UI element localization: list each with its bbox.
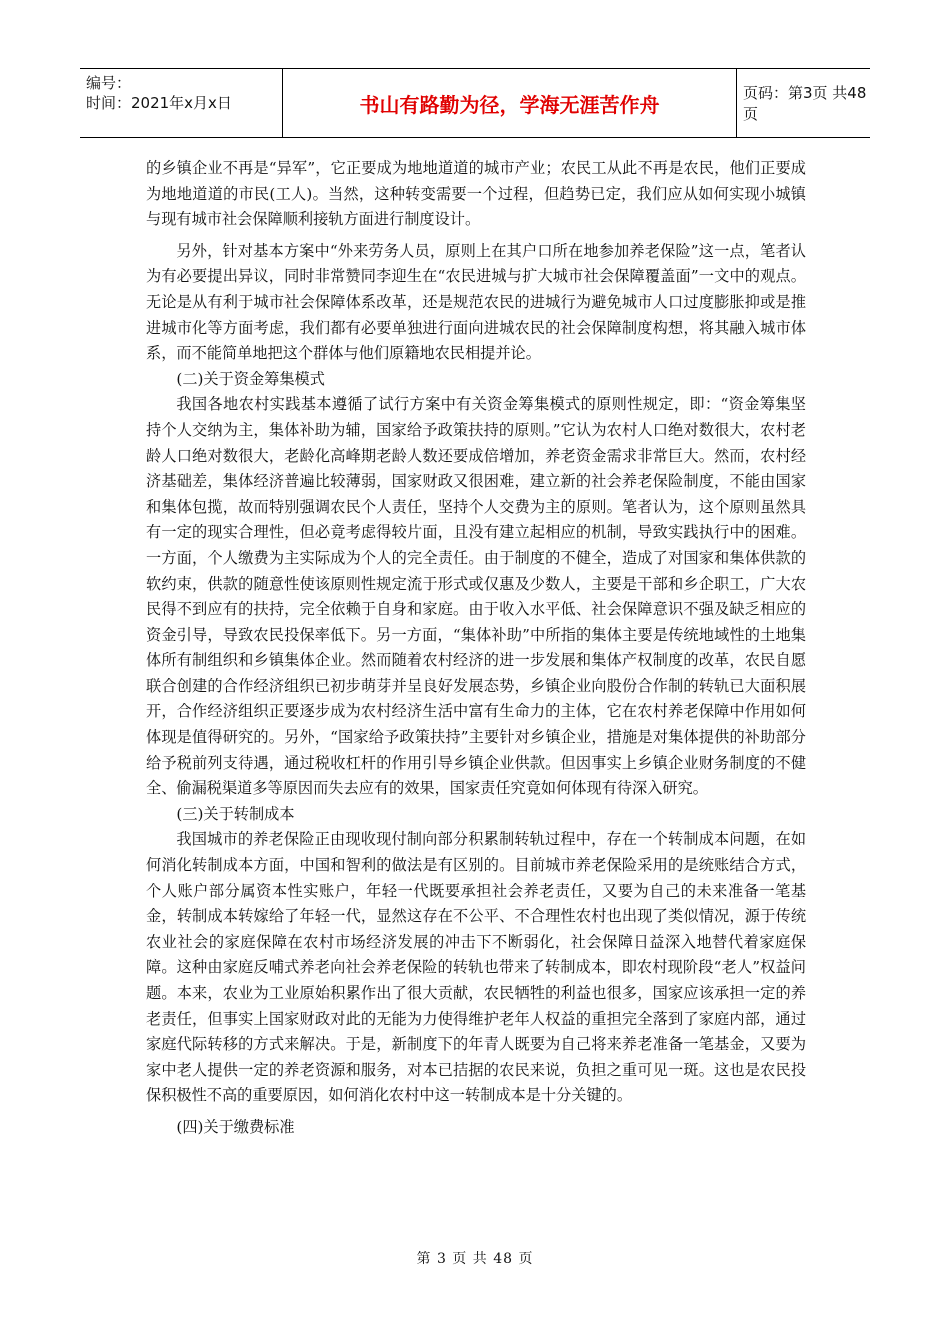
section-heading: (二)关于资金筹集模式 [176, 369, 325, 388]
paragraph: 另外，针对基本方案中“外来劳务人员，原则上在其户口所在地参加养老保险”这一点，笔者认为有必要提出异议，同时非常赞同李迎生在“农民进城与扩大城市社会保障覆盖面”一文中的观点。无论是从有利于城市社会保障体系改革，还是规范农民的进城行为避免城市人口过度膨胀抑或是推进城市化等方面考虑，我们都有必要单独进行面向进城农民的社会保障制度构想，将其融入城市体系，而不能简单地把这个群体与他们原籍地农民相提并论。 [146, 241, 806, 363]
section-heading: (四)关于缴费标准 [176, 1117, 295, 1136]
header-page-info: 页码：第3页 共48页 [743, 84, 867, 123]
header-motto: 书山有路勤为径，学海无涯苦作舟 [282, 69, 737, 137]
header-meta [80, 69, 282, 137]
document-body [146, 156, 806, 1141]
page-header [80, 68, 870, 138]
paragraph: 我国城市的养老保险正由现收现付制向部分积累制转轨过程中，存在一个转制成本问题，在如何消化转制成本方面，中国和智利的做法是有区别的。目前城市养老保险采用的是统账结合方式，个人账户部分属资本性实账户，年轻一代既要承担社会养老责任，又要为自己的未来准备一笔基金，转制成本转嫁给了年轻一代，显然这存在不公平、不合理性农村也出现了类似情况，源于传统农业社会的家庭保障在农村市场经济发展的冲击下不断弱化，社会保障日益深入地替代着家庭保障。这种由家庭反哺式养老向社会养老保险的转轨也带来了转制成本，即农村现阶段“老人”权益问题。本来，农业为工业原始积累作出了很大贡献，农民牺牲的利益也很多，国家应该承担一定的养老责任，但事实上国家财政对此的无能为力使得维护老年人权益的重担完全落到了家庭内部，通过家庭代际转移的方式来解决。于是，新制度下的年青人既要为自己将来养老准备一笔基金，又要为家中老人提供一定的养老资源和服务，对本已拮据的农民来说，负担之重可见一斑。这也是农民投保积极性不高的重要原因，如何消化农村中这一转制成本是十分关键的。 [146, 830, 806, 1105]
number-label: 编号： [86, 74, 132, 92]
page-footer: 第 3 页 共 48 页 [416, 1251, 534, 1267]
date-label: 时间：2021年x月x日 [86, 94, 232, 112]
paragraph: 我国各地农村实践基本遵循了试行方案中有关资金筹集模式的原则性规定，即：“资金筹集坚持个人交纳为主，集体补助为辅，国家给予政策扶持的原则。”它认为农村人口绝对数很大，农村老龄人口绝对数很大，老龄化高峰期老龄人数还要成倍增加，养老资金需求非常巨大。然而，农村经济基础差，集体经济普遍比较薄弱，国家财政又很困难，建立新的社会养老保险制度，不能由国家和集体包揽，故而特别强调农民个人责任，坚持个人交费为主的原则。笔者认为，这个原则虽然具有一定的现实合理性，但必竟考虑得较片面，且没有建立起相应的机制，导致实践执行中的困难。一方面，个人缴费为主实际成为个人的完全责任。由于制度的不健全，造成了对国家和集体供款的软约束，供款的随意性使该原则性规定流于形式或仅惠及少数人，主要是干部和乡企职工，广大农民得不到应有的扶持，完全依赖于自身和家庭。由于收入水平低、社会保障意识不强及缺乏相应的资金引导，导致农民投保率低下。另一方面，“集体补助”中所指的集体主要是传统地域性的土地集体所有制组织和乡镇集体企业。然而随着农村经济的进一步发展和集体产权制度的改革，农民自愿联合创建的合作经济组织已初步萌芽并呈良好发展态势，乡镇企业向股份合作制的转轨已大面积展开，合作经济组织正要逐步成为农村经济生活中富有生命力的主体，它在农村养老保障中作用如何体现是值得研究的。另外，“国家给予政策扶持”主要针对乡镇企业，措施是对集体提供的补助部分给予税前列支待遇，通过税收杠杆的作用引导乡镇企业供款。但因事实上乡镇企业财务制度的不健全、偷漏税渠道多等原因而失去应有的效果，国家责任究竟如何体现有待深入研究。 [146, 395, 806, 798]
paragraph: 的乡镇企业不再是“异军”，它正要成为地地道道的城市产业；农民工从此不再是农民，他们正要成为地地道道的市民(工人)。当然，这种转变需要一个过程，但趋势已定，我们应从如何实现小城镇与现有城市社会保障顺利接轨方面进行制度设计。 [146, 159, 806, 229]
section-heading: (三)关于转制成本 [176, 804, 295, 823]
